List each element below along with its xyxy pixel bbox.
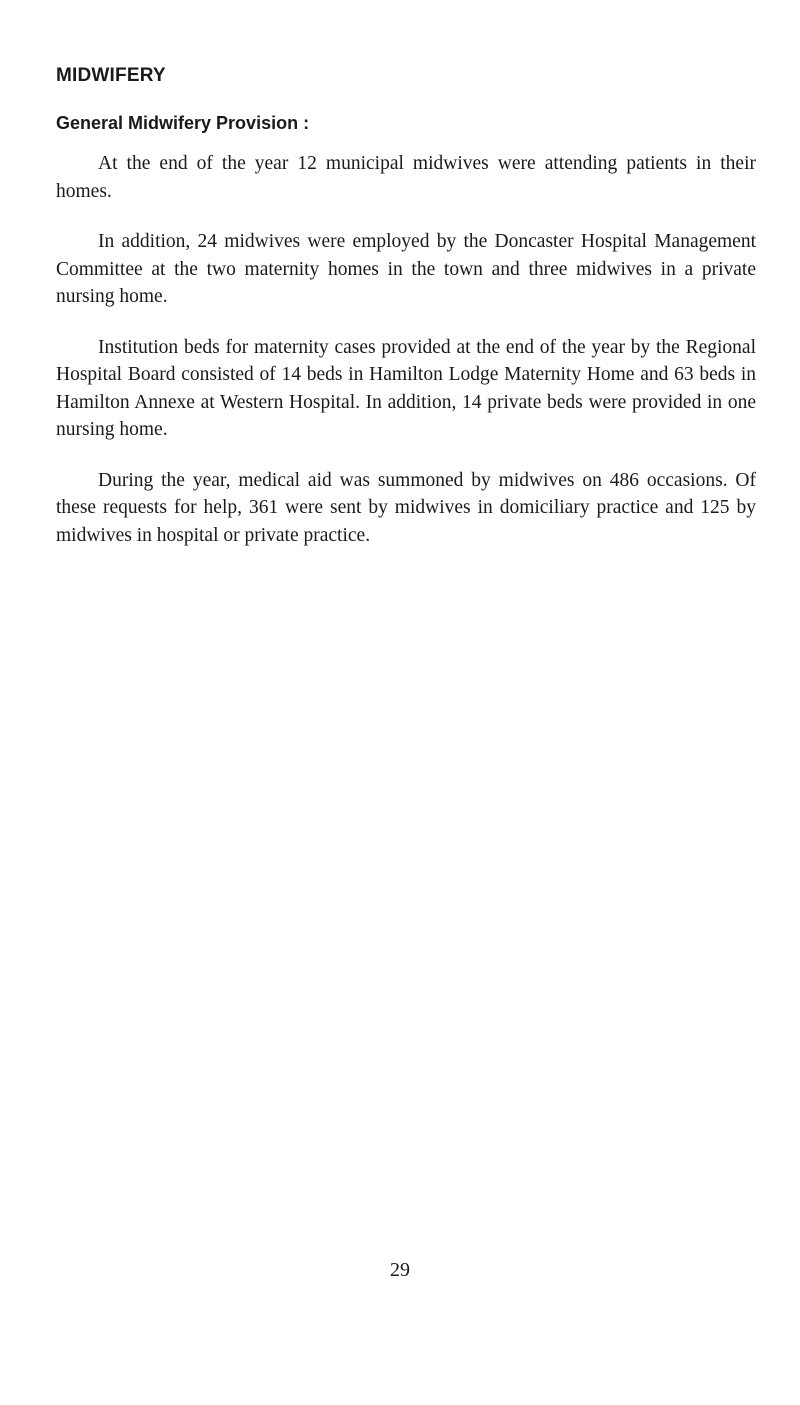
paragraph-hospital-midwives: In addition, 24 midwives were employed by the Doncaster Hospital Management Committee at the two maternity homes in the town and three midwives in a private nursing home.	[56, 231, 756, 307]
paragraph-institution-beds: Institution beds for maternity cases provided at the end of the year by the Regional Hospital Board consisted of 14 beds in Hamilton Lodge Maternity Home and 63 beds in Hamilton Annexe at Western Hospital. In addition, 14 private beds were provided in one nursing home.	[56, 336, 756, 440]
paragraph-municipal-midwives: At the end of the year 12 municipal midwives were attending patients in their homes.	[56, 153, 756, 202]
section-title: MIDWIFERY	[56, 65, 166, 86]
document-page	[56, 62, 756, 549]
paragraph-medical-aid: During the year, medical aid was summoned by midwives on 486 occasions. Of these requests for help, 361 were sent by midwives in domiciliary practice and 125 by midwives in hospital or private practice.	[56, 469, 756, 546]
subsection-title: General Midwifery Provision :	[56, 113, 310, 133]
page-number: 29	[390, 1259, 410, 1281]
